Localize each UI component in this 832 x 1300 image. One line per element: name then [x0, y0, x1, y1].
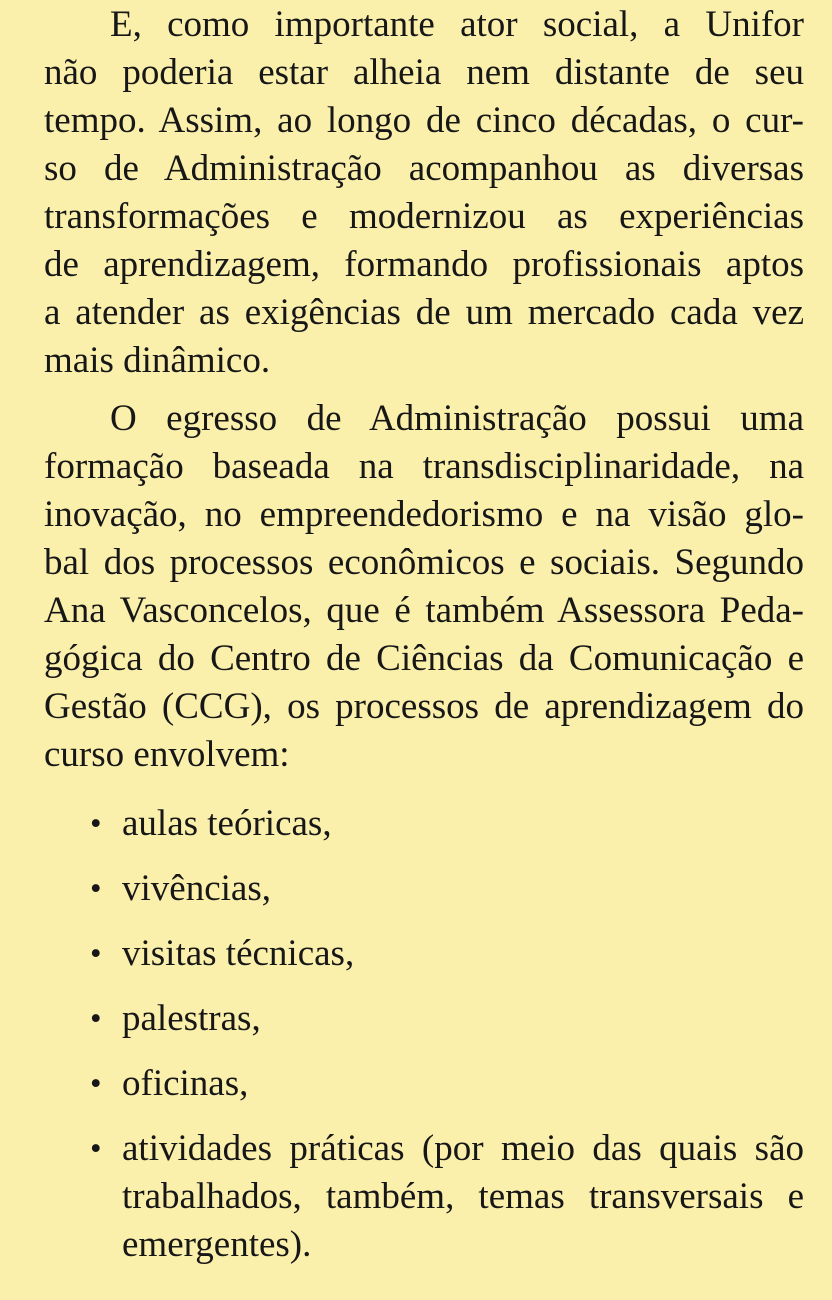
paragraph-line: Ana Vasconcelos, que é também Assessora Peda-	[44, 590, 804, 631]
paragraph-line: de aprendizagem, formando profissionais aptos	[44, 244, 804, 285]
list-item-line: oficinas,	[122, 1063, 249, 1104]
list-item	[44, 930, 804, 978]
list-item	[44, 1060, 804, 1108]
paragraph-line: tempo. Assim, ao longo de cinco décadas, o cur-	[44, 100, 804, 141]
paragraph-line: a atender as exigências de um mercado cada vez	[44, 292, 804, 333]
bullet-icon: •	[90, 871, 102, 907]
paragraph-line: inovação, no empreendedorismo e na visão glo-	[44, 494, 804, 535]
bullet-icon: •	[90, 1066, 102, 1102]
list-item-line: emergentes).	[122, 1224, 312, 1265]
list-item-line: aulas teóricas,	[122, 803, 332, 844]
paragraph	[44, 1, 804, 385]
paragraphs-container	[44, 1, 804, 779]
paragraph-line: transformações e modernizou as experiências	[44, 196, 804, 237]
paragraph-line: O egresso de Administração possui uma	[110, 398, 804, 439]
paragraph-line: não poderia estar alheia nem distante de seu	[44, 52, 804, 93]
paragraph-line: bal dos processos econômicos e sociais. Segundo	[44, 542, 804, 583]
paragraph-line: formação baseada na transdisciplinaridade, na	[44, 446, 804, 487]
bullet-icon: •	[90, 936, 102, 972]
paragraph-line: Gestão (CCG), os processos de aprendizagem do	[44, 686, 804, 727]
list-item-line: palestras,	[122, 998, 261, 1039]
paragraph-line: E, como importante ator social, a Unifor	[110, 4, 804, 45]
article	[44, 1, 804, 1269]
list-item	[44, 995, 804, 1043]
list-item-line: atividades práticas (por meio das quais são	[122, 1128, 804, 1169]
paragraph-line: so de Administração acompanhou as diversas	[44, 148, 804, 189]
list-item	[44, 800, 804, 848]
paragraph-line: curso envolvem:	[44, 734, 290, 775]
list-item	[44, 1125, 804, 1269]
bullet-list	[44, 800, 804, 1269]
bullet-icon: •	[90, 1131, 102, 1167]
list-item-line: trabalhados, também, temas transversais e	[122, 1176, 804, 1217]
list-item-line: visitas técnicas,	[122, 933, 355, 974]
paragraph-line: gógica do Centro de Ciências da Comunicação e	[44, 638, 804, 679]
list-item-line: vivências,	[122, 868, 271, 909]
bullet-icon: •	[90, 806, 102, 842]
paragraph-line: mais dinâmico.	[44, 340, 271, 381]
list-item	[44, 865, 804, 913]
bullet-icon: •	[90, 1001, 102, 1037]
paragraph	[44, 395, 804, 779]
